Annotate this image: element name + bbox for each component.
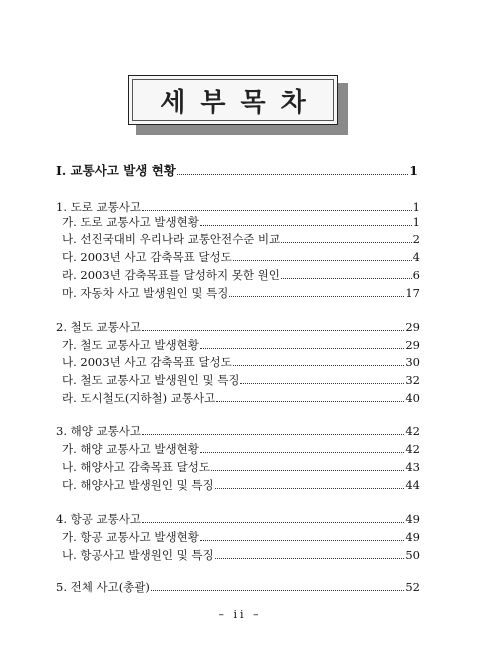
toc-entry-label: 3. 해양 교통사고 <box>56 424 141 438</box>
toc-entry-label: 가. 해양 교통사고 발생현황 <box>62 442 199 456</box>
toc-entry-label: 1. 도로 교통사고 <box>56 200 141 214</box>
toc-entry <box>56 580 420 594</box>
toc-entry-page: 40 <box>405 391 420 405</box>
toc-leader-dots <box>211 467 404 471</box>
toc-entry <box>62 232 420 246</box>
toc-entry <box>56 200 420 214</box>
toc-entry <box>62 338 420 352</box>
toc-part-page: 1 <box>409 163 418 178</box>
toc-entry <box>62 250 420 264</box>
toc-entry-page: 42 <box>405 424 420 438</box>
toc-leader-dots <box>229 293 404 297</box>
toc-leader-dots <box>281 239 411 243</box>
toc-leader-dots <box>281 275 412 279</box>
toc-entry-label: 라. 2003년 감축목표를 달성하지 못한 원인 <box>62 268 280 282</box>
toc-leader-dots <box>200 345 405 349</box>
toc-entry <box>62 286 420 300</box>
toc-entry <box>62 268 420 282</box>
toc-leader-dots <box>200 222 412 226</box>
toc-entry-page: 17 <box>405 286 420 300</box>
toc-entry-page: 1 <box>412 215 420 229</box>
page-title: 세부목차 <box>132 79 334 121</box>
toc-entry-label: 가. 도로 교통사고 발생현황 <box>62 215 199 229</box>
toc-entry-page: 2 <box>412 232 420 246</box>
toc-entry <box>56 424 420 438</box>
toc-entry-label: 4. 항공 교통사고 <box>56 512 141 526</box>
title-banner <box>128 75 350 135</box>
toc-entry <box>62 530 420 544</box>
page-number-footer: – ii – <box>218 608 262 621</box>
toc-entry-page: 1 <box>412 200 420 214</box>
toc-entry-label: 5. 전체 사고(총괄) <box>56 580 150 594</box>
toc-leader-dots <box>200 449 405 453</box>
toc-entry <box>62 478 420 492</box>
toc-entry <box>62 460 420 474</box>
title-box <box>128 75 338 125</box>
toc-entry <box>56 512 420 526</box>
toc-entry-label: 나. 선진국대비 우리나라 교통안전수준 비교 <box>62 232 281 246</box>
toc-entry-page: 43 <box>405 460 420 474</box>
toc-entry-label: 나. 항공사고 발생원인 및 특징 <box>62 548 214 562</box>
toc-leader-dots <box>177 171 408 175</box>
toc-leader-dots <box>215 555 405 559</box>
toc-entry-page: 49 <box>405 512 420 526</box>
toc-entry <box>62 215 420 229</box>
toc-entry <box>62 391 420 405</box>
toc-entry-label: 다. 철도 교통사고 발생원인 및 특징 <box>62 373 240 387</box>
toc-leader-dots <box>216 398 404 402</box>
toc-part-heading <box>56 164 418 178</box>
toc-leader-dots <box>240 380 404 384</box>
toc-leader-dots <box>142 327 404 331</box>
toc-entry-label: 가. 철도 교통사고 발생현황 <box>62 338 199 352</box>
toc-leader-dots <box>200 537 405 541</box>
toc-leader-dots <box>233 257 412 261</box>
toc-entry <box>62 355 420 369</box>
toc-entry-label: 나. 2003년 사고 감축목표 달성도 <box>62 355 232 369</box>
toc-entry-label: 가. 항공 교통사고 발생현황 <box>62 530 199 544</box>
toc-entry-page: 49 <box>405 530 420 544</box>
toc-entry-page: 4 <box>412 250 420 264</box>
toc-entry-label: 다. 2003년 사고 감축목표 달성도 <box>62 250 232 264</box>
toc-entry-label: 라. 도시철도(지하철) 교통사고 <box>62 391 216 405</box>
toc-leader-dots <box>233 362 405 366</box>
toc-entry-page: 42 <box>405 442 420 456</box>
toc-entry-page: 44 <box>405 478 420 492</box>
toc-leader-dots <box>142 431 404 435</box>
toc-entry-page: 30 <box>405 355 420 369</box>
toc-entry-page: 50 <box>405 548 420 562</box>
toc-leader-dots <box>142 207 412 211</box>
toc-leader-dots <box>151 587 404 591</box>
toc-entry <box>56 320 420 334</box>
toc-entry <box>62 442 420 456</box>
toc-entry-label: 2. 철도 교통사고 <box>56 320 141 334</box>
toc-entry-label: 나. 해양사고 감축목표 달성도 <box>62 460 210 474</box>
toc-entry-label: 마. 자동차 사고 발생원인 및 특징 <box>62 286 229 300</box>
toc-entry-page: 29 <box>405 338 420 352</box>
toc-entry-page: 29 <box>405 320 420 334</box>
toc-entry-page: 32 <box>405 373 420 387</box>
toc-entry <box>62 373 420 387</box>
toc-part-label: Ⅰ. 교통사고 발생 현황 <box>56 163 176 178</box>
toc-entry <box>62 548 420 562</box>
toc-entry-page: 6 <box>412 268 420 282</box>
toc-entry-page: 52 <box>405 580 420 594</box>
toc-leader-dots <box>142 519 404 523</box>
toc-leader-dots <box>215 485 405 489</box>
toc-entry-label: 다. 해양사고 발생원인 및 특징 <box>62 478 214 492</box>
